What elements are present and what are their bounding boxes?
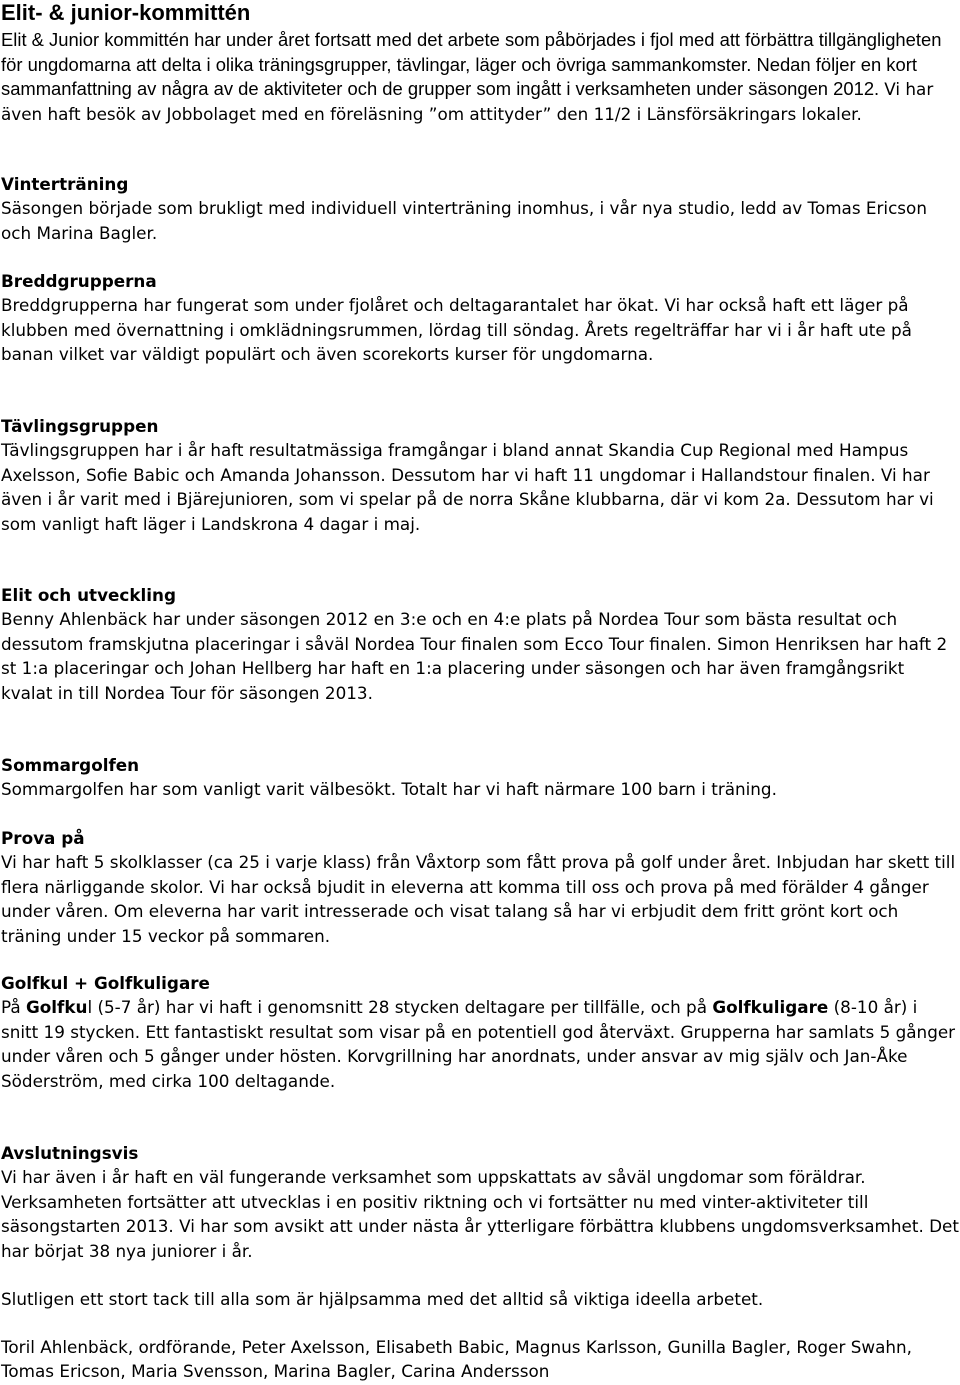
page-title: Elit- & junior-kommittén bbox=[1, 0, 251, 25]
intro-text-part2: Vi har även haft besök av Jobbolaget med en föreläsning ”om attityder” den 11/2 i Länsförsäkringars lokaler. bbox=[1, 79, 934, 124]
section-body: Säsongen började som brukligt med individuell vinterträning inomhus, i vår nya studio, ledd av Tomas Ericson och Marina Bagler. bbox=[1, 198, 927, 243]
golfkuligare-name: Golfkuligare bbox=[712, 997, 829, 1018]
section-tavlingsgruppen bbox=[1, 414, 959, 536]
section-body: Vi har haft 5 skolklasser (ca 25 i varje klass) från Våxtorp som fått prova på golf under året. Inbjudan har skett till flera närliggande skolor. Vi har också bjudit in eleverna att komma till oss och prova på med förälder 4 gånger under våren. Om eleverna har varit intresserade och visat talang så har vi erbjudit dem fritt grönt kort och träning under 15 veckor på sommaren. bbox=[1, 852, 956, 946]
closing-thanks bbox=[1, 1287, 959, 1311]
section-body: Breddgrupperna har fungerat som under fjolåret och deltagarantalet har ökat. Vi har också haft ett läger på klubben med övernattning i omklädningsrummen, lördag till söndag. Årets regelträffar har vi i år haft ute på banan vilket var väldigt populärt och även scorekorts kurser för ungdomarna. bbox=[1, 295, 912, 365]
section-heading: Sommargolfen bbox=[1, 755, 140, 775]
section-heading: Golfkul + Golfkuligare bbox=[1, 973, 210, 993]
section-body: Sommargolfen har som vanligt varit välbesökt. Totalt har vi haft närmare 100 barn i träning. bbox=[1, 779, 777, 800]
body-text: l (5-7 år) har vi haft i genomsnitt 28 stycken deltagare per tillfälle, och på bbox=[87, 997, 713, 1018]
section-body: Benny Ahlenbäck har under säsongen 2012 en 3:e och en 4:e plats på Nordea Tour som bästa resultat och dessutom framskjutna placeringar i såväl Nordea Tour finalen som Ecco Tour finalen. Simon Henriksen har haft 2 st 1:a placeringar och Johan Hellberg har haft en 1:a placering under säsongen och har även framgångsrikt kvalat in till Nordea Tour för säsongen 2013. bbox=[1, 609, 948, 703]
section-body bbox=[1, 995, 959, 1093]
intro-text-part1: Elit & Junior kommittén har under året fortsatt med det arbete som påbörjades i fjol med att förbättra tillgängligheten för ungdomarna att delta i olika träningsgrupper, tävlingar, läger och övriga sammankomster. Nedan följer en kort sammanfattning av några av de aktiviteter och de grupper som ingått i verksamheten under säsongen 2012. bbox=[1, 29, 942, 99]
body-text: På bbox=[1, 997, 26, 1018]
section-heading: Prova på bbox=[1, 828, 85, 848]
section-heading: Breddgrupperna bbox=[1, 271, 157, 291]
section-vinterträning bbox=[1, 172, 959, 245]
section-heading: Elit och utveckling bbox=[1, 585, 176, 605]
section-body: Vi har även i år haft en väl fungerande verksamhet som uppskattats av såväl ungdomar som föräldrar. Verksamheten fortsätter att utvecklas i en positiv riktning och vi fortsätter nu med vinter-aktiviteter till säsongstarten 2013. Vi har som avsikt att under nästa år ytterligare förbättra klubbens ungdomsverksamhet. Det har börjat 38 nya juniorer i år. bbox=[1, 1167, 959, 1261]
section-heading: Vinterträning bbox=[1, 174, 129, 194]
body-text: (8-10 år) i snitt 19 stycken. Ett fantastiskt resultat som visar på en potentiell god återväxt. Grupperna har samlats 5 gånger under våren och 5 gånger under hösten. Korvgrillning har anordnats, under ansvar av mig själv och Jan-Åke Söderström, med cirka 100 deltagande. bbox=[1, 997, 956, 1091]
section-elit-och-utveckling bbox=[1, 583, 959, 705]
section-prova-pa bbox=[1, 826, 959, 948]
signature-block bbox=[1, 1335, 959, 1384]
section-avslutningsvis bbox=[1, 1141, 959, 1263]
signature-names: Toril Ahlenbäck, ordförande, Peter Axelsson, Elisabeth Babic, Magnus Karlsson, Gunilla Bagler, Roger Swahn, Tomas Ericson, Maria Svensson, Marina Bagler, Carina Andersson bbox=[1, 1337, 912, 1382]
section-body: Tävlingsgruppen har i år haft resultatmässiga framgångar i bland annat Skandia Cup Regional med Hampus Axelsson, Sofie Babic och Amanda Johansson. Dessutom har vi haft 11 ungdomar i Hallandstour finalen. Vi har även i år varit med i Bjärejunioren, som vi spelar på de norra Skåne klubbarna, där vi kom 2a. Dessutom har vi som vanligt haft läger i Landskrona 4 dagar i maj. bbox=[1, 440, 934, 534]
section-heading: Tävlingsgruppen bbox=[1, 416, 159, 436]
thanks-text: Slutligen ett stort tack till alla som är hjälpsamma med det alltid så viktiga ideella arbetet. bbox=[1, 1289, 764, 1309]
section-golfkul bbox=[1, 971, 959, 1093]
section-breddgrupperna bbox=[1, 269, 959, 367]
golfkul-name: Golfku bbox=[25, 997, 88, 1018]
section-sommargolfen bbox=[1, 753, 959, 802]
intro-paragraph bbox=[1, 28, 959, 126]
section-heading: Avslutningsvis bbox=[1, 1143, 139, 1163]
